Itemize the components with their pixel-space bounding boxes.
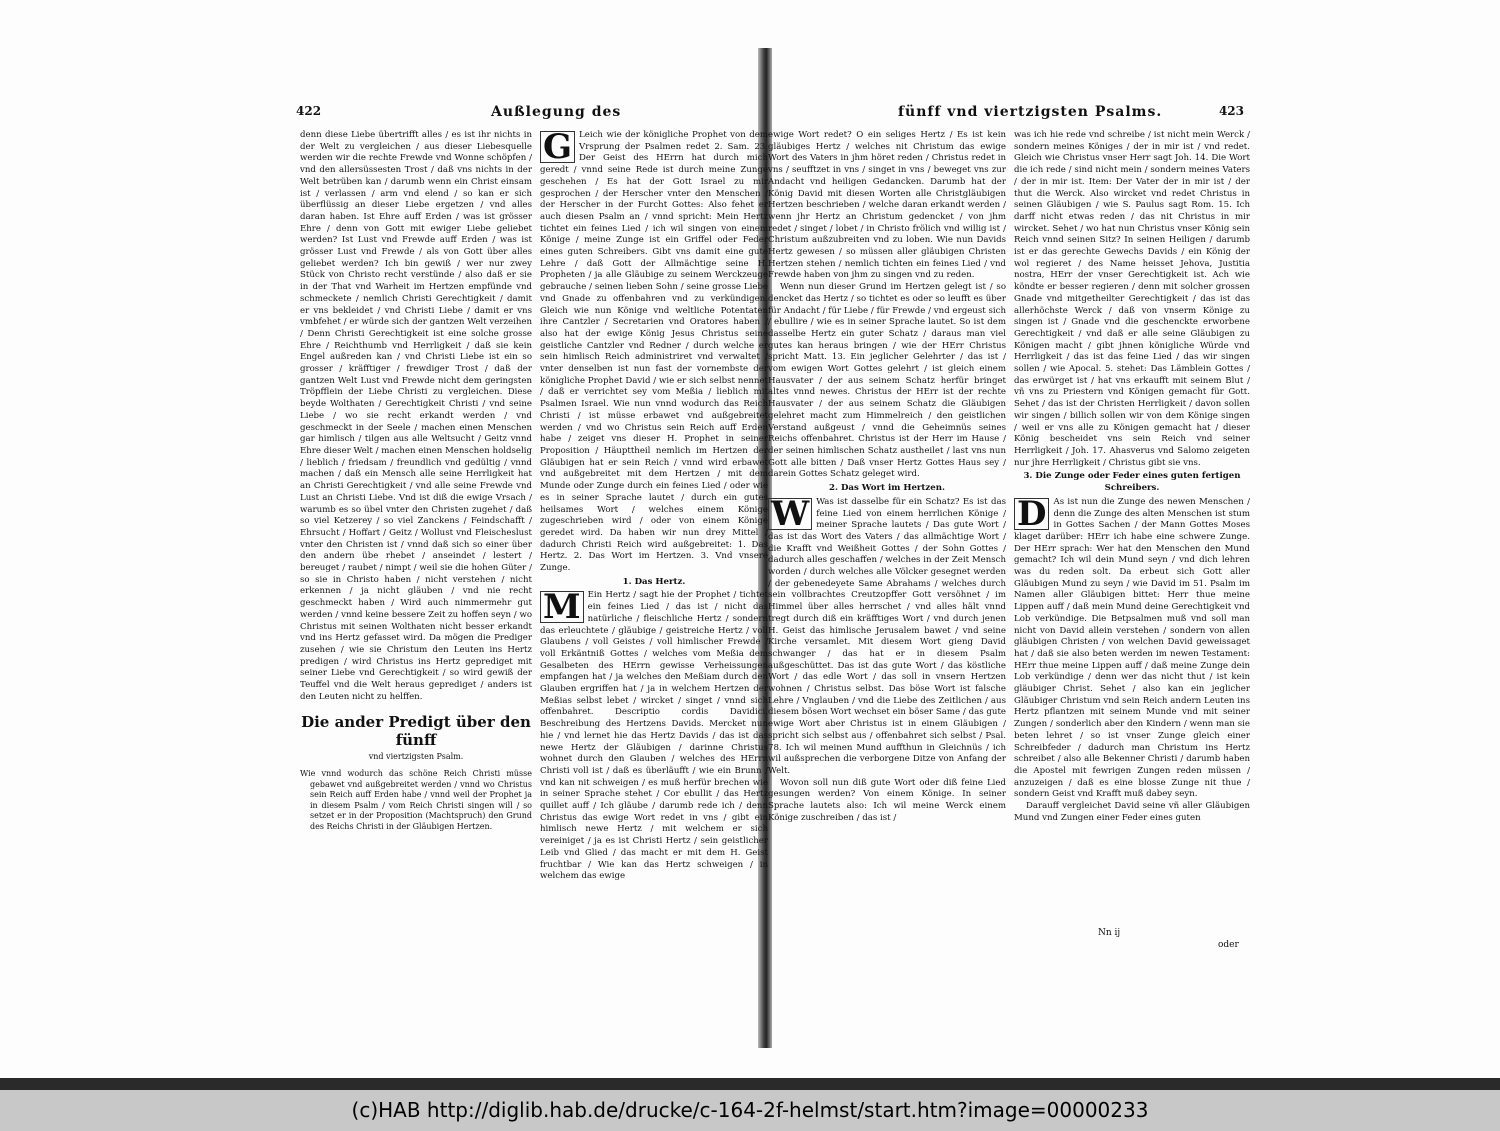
left-column-2 — [540, 130, 768, 883]
paragraph: Was ist dasselbe für ein Schatz? Es ist das feine Lied von einem herrlichen Könige / meiner Sprache lautets / Das gute Wort / das ist das Wort des Vaters / das allmächtige Wort / die Krafft vnd Weißheit Gottes / der Sohn Gottes / dadurch alles geschaffen / welches in der Zeit Mensch worden / durch welches alle Völcker gesegnet werden / der gebenedeyete Same Abrahams / welches durch sein vollbrachtes Creutzopffer Gott versöhnet / im Himmel über alles herrschet / vnd alles hält vnnd tregt durch diß ein kräfftiges Wort / vnd durch jenen H. Geist das himlische Jerusalem bawet / vnd seine Kirche versamlet. Mit diesem Wort gieng David schwanger / das hat er in diesem Psalm außgeschüttet. Das ist das gute Wort / das köstliche Wort / das edle Wort / das soll in vnsern Hertzen wohnen / Christus selbst. Das böse Wort ist falsche Lehre / Vnglauben / vnd die Liebe des Zeitlichen / aus diesem bösen Wort wechset ein böser Same / das gute ewige Wort aber Christus ist in einem Gläubigen / spricht sich selbst aus / offenbahret sich selbst / Psal. 78. Ich wil meinen Mund auffthun in Gleichnüs / ich wil außsprechen die verborgene Ditze von Anfang der Welt. — [768, 496, 1006, 776]
paragraph: Wenn nun dieser Grund im Hertzen gelegt ist / so dencket das Hertz / so tichtet es oder so leufft es über für Andacht / für Liebe / für Frewde / vnd ergeust sich / ebullire / wie es in seiner Sprache lautet. So ist dem dasselbe Hertz ein guter Schatz / daraus man viel gutes kan heraus bringen / wie der HErr Christus spricht Matt. 13. Ein jeglicher Gelehrter / das ist / vom ewigen Wort Gottes gelehrt / ist gleich einem Hausvater / der aus seinem Schatz herfür bringet altes vnnd newes. Christus der HErr ist der rechte Hausvater / der aus seinem Schatz die Gläubigen gelehret macht zum Himmelreich / den geistlichen Verstand außgeust / vnnd die Geheimnüs seines Reichs offenbahret. Christus ist der Herr im Hause / der seinen himlischen Schatz austheilet / last vns nun Gott alle bitten / Daß vnser Hertz Gottes Haus sey / darein Gottes Schatz geleget wird. — [768, 282, 1006, 480]
section-heading: 1. Das Hertz. — [622, 576, 686, 587]
right-page — [768, 104, 1250, 958]
drop-cap-w: W — [768, 498, 812, 530]
right-running-title: fünff vnd viertzigsten Psalms. — [898, 104, 1163, 120]
sermon-title: Die ander Predigt über den fünff — [301, 713, 531, 750]
catchword: oder — [1218, 940, 1239, 950]
paragraph: Leich wie der königliche Prophet von dem Vrsprung der Psalmen redet 2. Sam. 23. Der Geist des HErrn hat durch mich geredt / vnnd seine Rede ist durch meine Zunge geschehen / Es hat der Gott Israel zu mir gesprochen / der Herscher vnter den Menschen / der Herscher in der Furcht Gottes: Also fehet er auch diesen Psalm an / vnnd spricht: Mein Hertz tichtet ein feines Lied / ich wil singen von einem Könige / meine Zunge ist ein Griffel oder Feder eines guten Schreibers. Gibt vns damit eine gute Lehre / daß Gott der Allmächtige seine H. Propheten / ja alle Gläubige zu seinem Werckzeuge gebrauche / seinen lieben Sohn / seine grosse Liebe vnd Gnade zu offenbahren vnd zu verkündigen. Gleich wie nun Könige vnd weltliche Potentaten ihre Cantzler / Secretarien vnd Oratores haben / also hat der ewige König Jesus Christus seine geistliche Cantzler vnd Redner / durch welche er sein himlisch Reich administriret vnd verwaltet / vnter denselben ist nun fast der vornembste der königliche Prophet David / wie er sich selbst nennet / daß er verrichtet sey vom Meßia / lieblich mit Psalmen Israel. Wie nun vnnd wodurch das Reich Christi / ist müsse erbawet vnd außgebreitet werden / vnd wo Christus sein Reich auff Erden habe / zeiget vns dieser H. Prophet in seiner Proposition / Häupttheil nemlich im Hertzen der Gläubigen hat er sein Reich / vnnd wird erbawet vnd außgebreitet mit dem Hertzen / mit dem Munde oder Zunge durch ein feines Lied / oder wie es in seiner Sprache lautet / durch ein gutes heilsames Wort / welches einem Könige zugeschrieben wird / oder von einem Könige geredet wird. Da haben wir nun drey Mittel / dadurch Christi Reich wird außgebreitet: 1. Das Hertz. 2. Das Wort im Hertzen. 3. Vnd vnsere Zunge. — [540, 130, 768, 574]
right-running-head — [768, 104, 1250, 124]
scan-edge — [0, 1078, 1500, 1090]
section-heading: 3. Die Zunge oder Feder eines guten fertigen Schreibers. — [1023, 471, 1241, 494]
paragraph: Darauff vergleichet David seine vñ aller Gläubigen Mund vnd Zungen einer Feder eines guten — [1014, 801, 1250, 823]
drop-cap-d: D — [1014, 498, 1049, 530]
paragraph: As ist nun die Zunge des newen Menschen / denn die Zunge des alten Menschen ist stum in Gottes Sachen / der Mann Gottes Moses klaget darüber: HErr ich habe eine schwere Zunge. Der HErr sprach: Wer hat den Menschen den Mund gemacht? Ich wil dein Mund seyn / vnd dich lehren was du reden solt. Da erbeut sich Gott aller Gläubigen Mund zu seyn / wie David im 51. Psalm im Namen aller Gläubigen bittet: Herr thue meine Lippen auff / daß mein Mund deine Gerechtigkeit vnd Lob verkündige. Die Betpsalmen muß vnd soll man nicht von David allein verstehen / sondern von allen gläubigen Christen / von welchen David geweissaget hat / daß sie also beten werden im newen Testament: HErr thue meine Lippen auff / daß meine Zunge dein Lob verkündige / denn wer das nicht thut / ist kein gläubiger Christ. Sehet / also kan ein jeglicher Gläubiger Christum vnd sein Reich andern Leuten ins Hertz pflantzen mit seinem Munde vnd mit seiner Zungen / sonderlich aber den Kindern / wenn man sie beten lehret / so ist vnser Zunge gleich einer Schreibfeder / dadurch man Christum ins Hertz schreibet / also alle Bekenner Christi / darumb haben die Apostel mit fewrigen Zungen reden müssen / anzuzeigen / daß es eine blosse Zunge nit thue / sondern Geist vnd Krafft muß dabey seyn. — [1014, 496, 1250, 800]
paragraph: Ein Hertz / sagt hie der Prophet / tichtet ein feines Lied / das ist / nicht das natürliche / fleischliche Hertz / sondern das erleuchtete / gläubige / geistreiche Hertz / voll Glaubens / voll Geistes / voll himlischer Frewde / voll Erkäntniß Gottes / welches vom Meßia dem Gesalbeten des HErrn gewisse Verheissungen empfangen hat / ja welches den Meßiam durch den Glauben ergriffen hat / ja in welchem Hertzen der Meßias selbst lebet / wircket / singet / vnnd sich offenbahret. Descriptio cordis Davidici. Beschreibung des Hertzens Davids. Mercket nun hie / vnd lernet hie das Hertz Davids / das ist das newe Hertz der Gläubigen / darinne Christus wohnet durch den Glauben / welches des HErrn Christi voll ist / daß es überläufft / wie ein Brunn / vnd kan nit schweigen / es muß herfür brechen wie in seiner Sprache stehet / Cor ebullit / das Hertz quillet auff / Ich gläube / darumb rede ich / denn Christus das ewige Wort redet in vns / gibt ein himlisch newe Hertz / mit welchem er sich vereiniget / ja es ist Christi Hertz / sein geistlicher Leib vnd Glied / das macht er mit dem H. Geist fruchtbar / Wie kan das Hertz schweigen / in welchem das ewige — [540, 590, 768, 882]
left-page — [296, 104, 768, 958]
drop-cap-m: M — [540, 591, 584, 623]
signature-mark: Nn ij — [1098, 928, 1121, 938]
section-heading: 2. Das Wort im Hertzen. — [828, 483, 945, 494]
left-column-1 — [300, 130, 532, 832]
right-page-number: 423 — [1218, 104, 1244, 118]
left-running-head — [296, 104, 766, 124]
paragraph: ewige Wort redet? O ein seliges Hertz / Es ist kein gläubiges Hertz / welches nit Christum das ewige Wort des Vaters in jhm höret reden / Christus redet in vns / seufftzet in vns / singet in vns / beweget vns zur Andacht vnd heiligen Gedancken. Darumb hat der König David mit diesen Worten alle Christgläubigen Hertzen beschrieben / welche daran erkandt werden / wenn jhr Hertz an Christum gedencket / von jhm redet / singet / lobet / in Christo frölich vnd willig ist / Christum außzubreiten vnd zu loben. Wie nun Davids Hertz gewesen / so müssen aller gläubigen Christen Hertzen stehen / nemlich tichten ein feines Lied / vnd Frewde haben von jhm zu singen vnd zu reden. — [768, 130, 1006, 281]
paragraph: was ich hie rede vnd schreibe / ist nicht mein Werck / sondern meines Königes / der in mir ist / vnd redet. Gleich wie Christus vnser Herr sagt Joh. 14. Die Wort die ich rede / sind nicht mein / sondern meines Vaters / der in mir ist. Item: Der Vater der in mir ist / der thut die Werck. Also wircket vnd redet Christus in seinen Gläubigen / wie S. Paulus sagt Rom. 15. Ich darff nicht etwas reden / das nit Christus in mir wircket. Sehet / wo hat nun Christus vnser König sein Reich vnnd seinen Sitz? In seinen Heiligen / darumb ist er das gerechte Gewechs Davids / ein König der wol regieret / des Name heisset Jehova, Justitia nostra, HErr der vnser Gerechtigkeit ist. Ach wie köndte er besser regieren / denn mit solcher grossen Gnade vnd mitgetheilter Gerechtigkeit / das ist das allerhöchste Werck / daß von vnserm Könige zu singen ist / Gnade vnd die geschenckte erworbene Gerechtigkeit / vnd daß er alle seine Gläubigen zu Königen macht / gibt jhnen königliche Würde vnd Herrligkeit / das ist das feine Lied / das wir singen sollen / wie Apocal. 5. stehet: Das Lämblein Gottes / das erwürget ist / hat vns erkaufft mit seinem Blut / vñ vns zu Priestern vnd Königen gemacht für Gott. Sehet / das ist der Christen Herrligkeit / davon sollen wir singen / billich sollen wir von dem Könige singen / weil er vns alle zu Königen gemacht hat / dieser König bescheidet vns sein Reich vnd seiner Herrligkeit / Joh. 17. Ahasverus vnd Salomo zeigeten nur jhre Herrligkeit / Christus gibt sie vns. — [1014, 130, 1250, 468]
left-page-number: 422 — [296, 104, 322, 118]
paragraph: Wovon soll nun diß gute Wort oder diß feine Lied gesungen werden? Von einem Könige. In seiner Sprache lautets also: Ich wil meine Werck einem Könige zuschreiben / das ist / — [768, 777, 1006, 823]
sermon-subtitle: vnd viertzigsten Psalm. — [368, 752, 464, 762]
left-running-title: Außlegung des — [491, 104, 622, 120]
right-column-2 — [1014, 130, 1250, 824]
source-footer: (c)HAB http://diglib.hab.de/drucke/c-164-2f-helmst/start.htm?image=00000233 — [0, 1090, 1500, 1131]
sermon-summary: Wie vnnd wodurch das schöne Reich Christi müsse gebawet vnd außgebreitet werden / vnnd wo Christus sein Reich auff Erden habe / vnnd weil der Prophet ja in diesem Psalm / vom Reich Christi singen will / so setzet er in der Proposition (Machtspruch) den Grund des Reichs Christi in der Gläubigen Hertzen. — [300, 769, 532, 831]
drop-cap-g: G — [540, 131, 575, 163]
paragraph: denn diese Liebe übertrifft alles / es ist ihr nichts in der Welt zu vergleichen / aus dieser Liebesquelle werden wir die rechte Frewde vnd Wonne schöpfen / vnd den allersüssesten Trost / daß vns nichts in der Welt betrüben kan / darumb wenn ein Christ einsam ist / verlassen / arm vnd elend / so kan er sich überflüssig an dieser Liebe ergetzen / vnd alles daran haben. Ist Ehre auff Erden / was ist grösser Ehre / denn von Gott mit ewiger Liebe geliebet werden? Ist Lust vnd Frewde auff Erden / was ist grösser Lust vnd Frewde / als von Gott über alles geliebet werden? Ich bin gewiß / wer nur zwey Stück von Christo recht verstünde / also daß er sie in der That vnd Warheit im Hertzen empfünde vnd schmeckete / nemlich Christi Gerechtigkeit / damit er vns bekleidet / vnd Christi Liebe / damit er vns vmbfehet / er würde sich der gantzen Welt verzeihen / Denn Christi Gerechtigkeit ist eine solche grosse Ehre / Reichthumb vnd Herrligkeit / daß sie kein Engel außreden kan / vnd Christi Liebe ist ein so grosser / kräfftiger / frewdiger Trost / daß der gantzen Welt Lust vnd Frewde nicht dem geringsten Tröpfflein der Liebe Christi zu vergleichen. Diese beyde Wolthaten / Gerechtigkeit Christi / vnd seine Liebe / wo sie recht erkandt werden / vnd geschmeckt in der Seele / machen einen Menschen gar himlisch / tilgen aus alle Weltsucht / Geitz vnnd Ehre dieser Welt / machen einen Menschen holdselig / lieblich / friedsam / freundlich vnd gedültig / vnnd machen / daß ein Mensch alle seine Herrligkeit hat an Christi Gerechtigkeit / vnd alle seine Frewde vnd Lust an Christi Liebe. Vnd ist diß die ewige Vrsach / warumb es so übel vnter den Christen zugehet / daß so viel Ketzerey / so viel Zanckens / Feindschafft / Ehrsucht / Hoffart / Geitz / Wollust vnd Fleischeslust vnter den Christen ist / vnnd daß sich so einer über den andern übe rhebet / anseindet / lestert / bereuget / raubet / nimpt / weil sie die hohen Güter / so sie in Christo haben / nicht verstehen / nicht erkennen / ja nicht gläuben / vnd nie recht geschmeckt haben / Wird auch nimmermehr gut werden / vnnd keine bessere Zeit zu hoffen seyn / wo Christus mit seinen Wolthaten nicht besser erkandt vnd ins Hertz gefasset wird. Da mögen die Prediger zusehen / wie sie Christum den Leuten ins Hertz predigen / wird Christus ins Hertz geprediget mit seiner Liebe vnd Gerechtigkeit / so wird gewiß der Teuffel vnd die Welt heraus geprediget / anders ist den Leuten nicht zu helffen. — [300, 130, 532, 702]
right-column-1 — [768, 130, 1006, 824]
